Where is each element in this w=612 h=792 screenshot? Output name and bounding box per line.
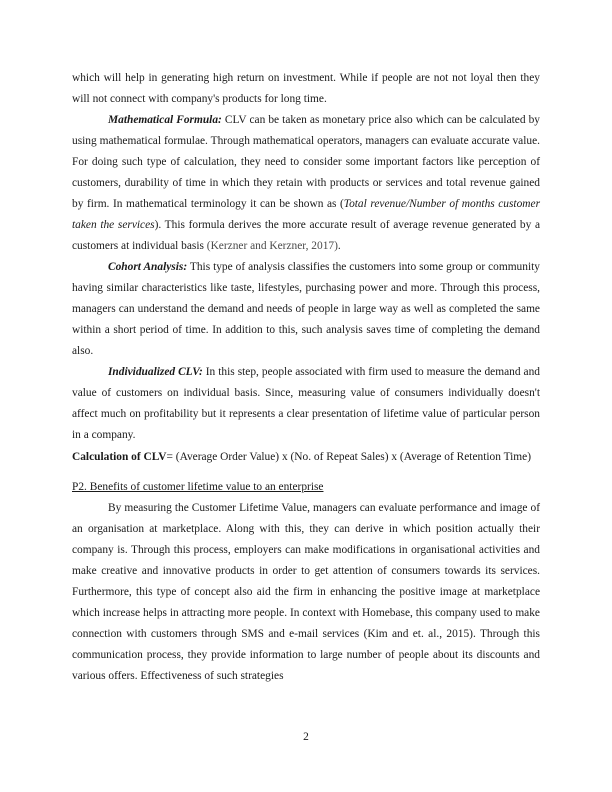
intro-paragraph [72, 68, 540, 110]
mathematical-formula-text: CLV can be taken as monetary price also which can be calculated by using mathematical formulae. Through mathematical operators, managers can evaluate accurate value. For doing such type of calculation, they need to consider some important factors like perception of customers, durability of time in which they retain with products or services and total revenue gained by firm. In mathematical terminology it can be shown as ( [72, 114, 540, 210]
page-number: 2 [303, 731, 309, 743]
cohort-analysis-label: Cohort Analysis: [108, 261, 188, 273]
section-heading-p2: P2. Benefits of customer lifetime value to an enterprise [72, 481, 324, 493]
clv-calculation-text: = (Average Order Value) x (No. of Repeat Sales) x (Average of Retention Time) [166, 451, 531, 463]
citation-kim: (Kim and et. al., 2015) [363, 628, 473, 640]
intro-text: which will help in generating high return on investment. While if people are not not loyal then they will not connect with company's products for long time. [72, 72, 540, 105]
page-body [72, 68, 540, 687]
individualized-clv-text: In this step, people associated with firm used to measure the demand and value of customers on individual basis. Since, measuring value of consumers individually doesn't affect much on profitability but it represents a clear presentation of lifetime value of particular person in a company. [72, 366, 540, 441]
individualized-clv-paragraph [72, 362, 540, 446]
mathematical-formula-expression: Total revenue/Number of months customer taken the services [72, 198, 541, 231]
benefits-text-after: . Through this communication process, they provide information to large number of people about its discounts and various offers. Effectiveness of such strategies [72, 628, 540, 682]
mathematical-formula-paragraph [72, 110, 540, 257]
clv-calculation-label: Calculation of CLV [72, 451, 167, 463]
individualized-clv-label: Individualized CLV: [108, 366, 203, 378]
mathematical-formula-end: . [337, 240, 341, 252]
clv-calculation-formula [72, 447, 540, 468]
cohort-analysis-text: This type of analysis classifies the customers into some group or community having similar characteristics like taste, lifestyles, purchasing power and more. Through this process, managers can understand the demand and needs of people in large way as well as completed the same within a short period of time. In addition to this, such analysis saves time of completing the demand also. [72, 261, 540, 357]
mathematical-formula-text-after: ). This formula derives the more accurate result of average revenue generated by a customers at individual basis [72, 219, 540, 252]
cohort-analysis-paragraph [72, 257, 540, 362]
benefits-paragraph [72, 498, 540, 687]
mathematical-formula-label: Mathematical Formula: [108, 114, 222, 126]
citation-kerzner: (Kerzner and Kerzner, 2017) [206, 240, 338, 252]
benefits-text: By measuring the Customer Lifetime Value, managers can evaluate performance and image of an organisation at marketplace. Along with this, they can derive in which position actually their company is. Through this process, employers can make modifications in organisational activities and make creative and innovative products in order to get attention of consumers towards its services. Furthermore, this type of concept also aid the firm in enhancing the positive image at marketplace which increase helps in attracting more people. In context with Homebase, this company used to make connection with customers through SMS and e-mail services [72, 502, 540, 640]
